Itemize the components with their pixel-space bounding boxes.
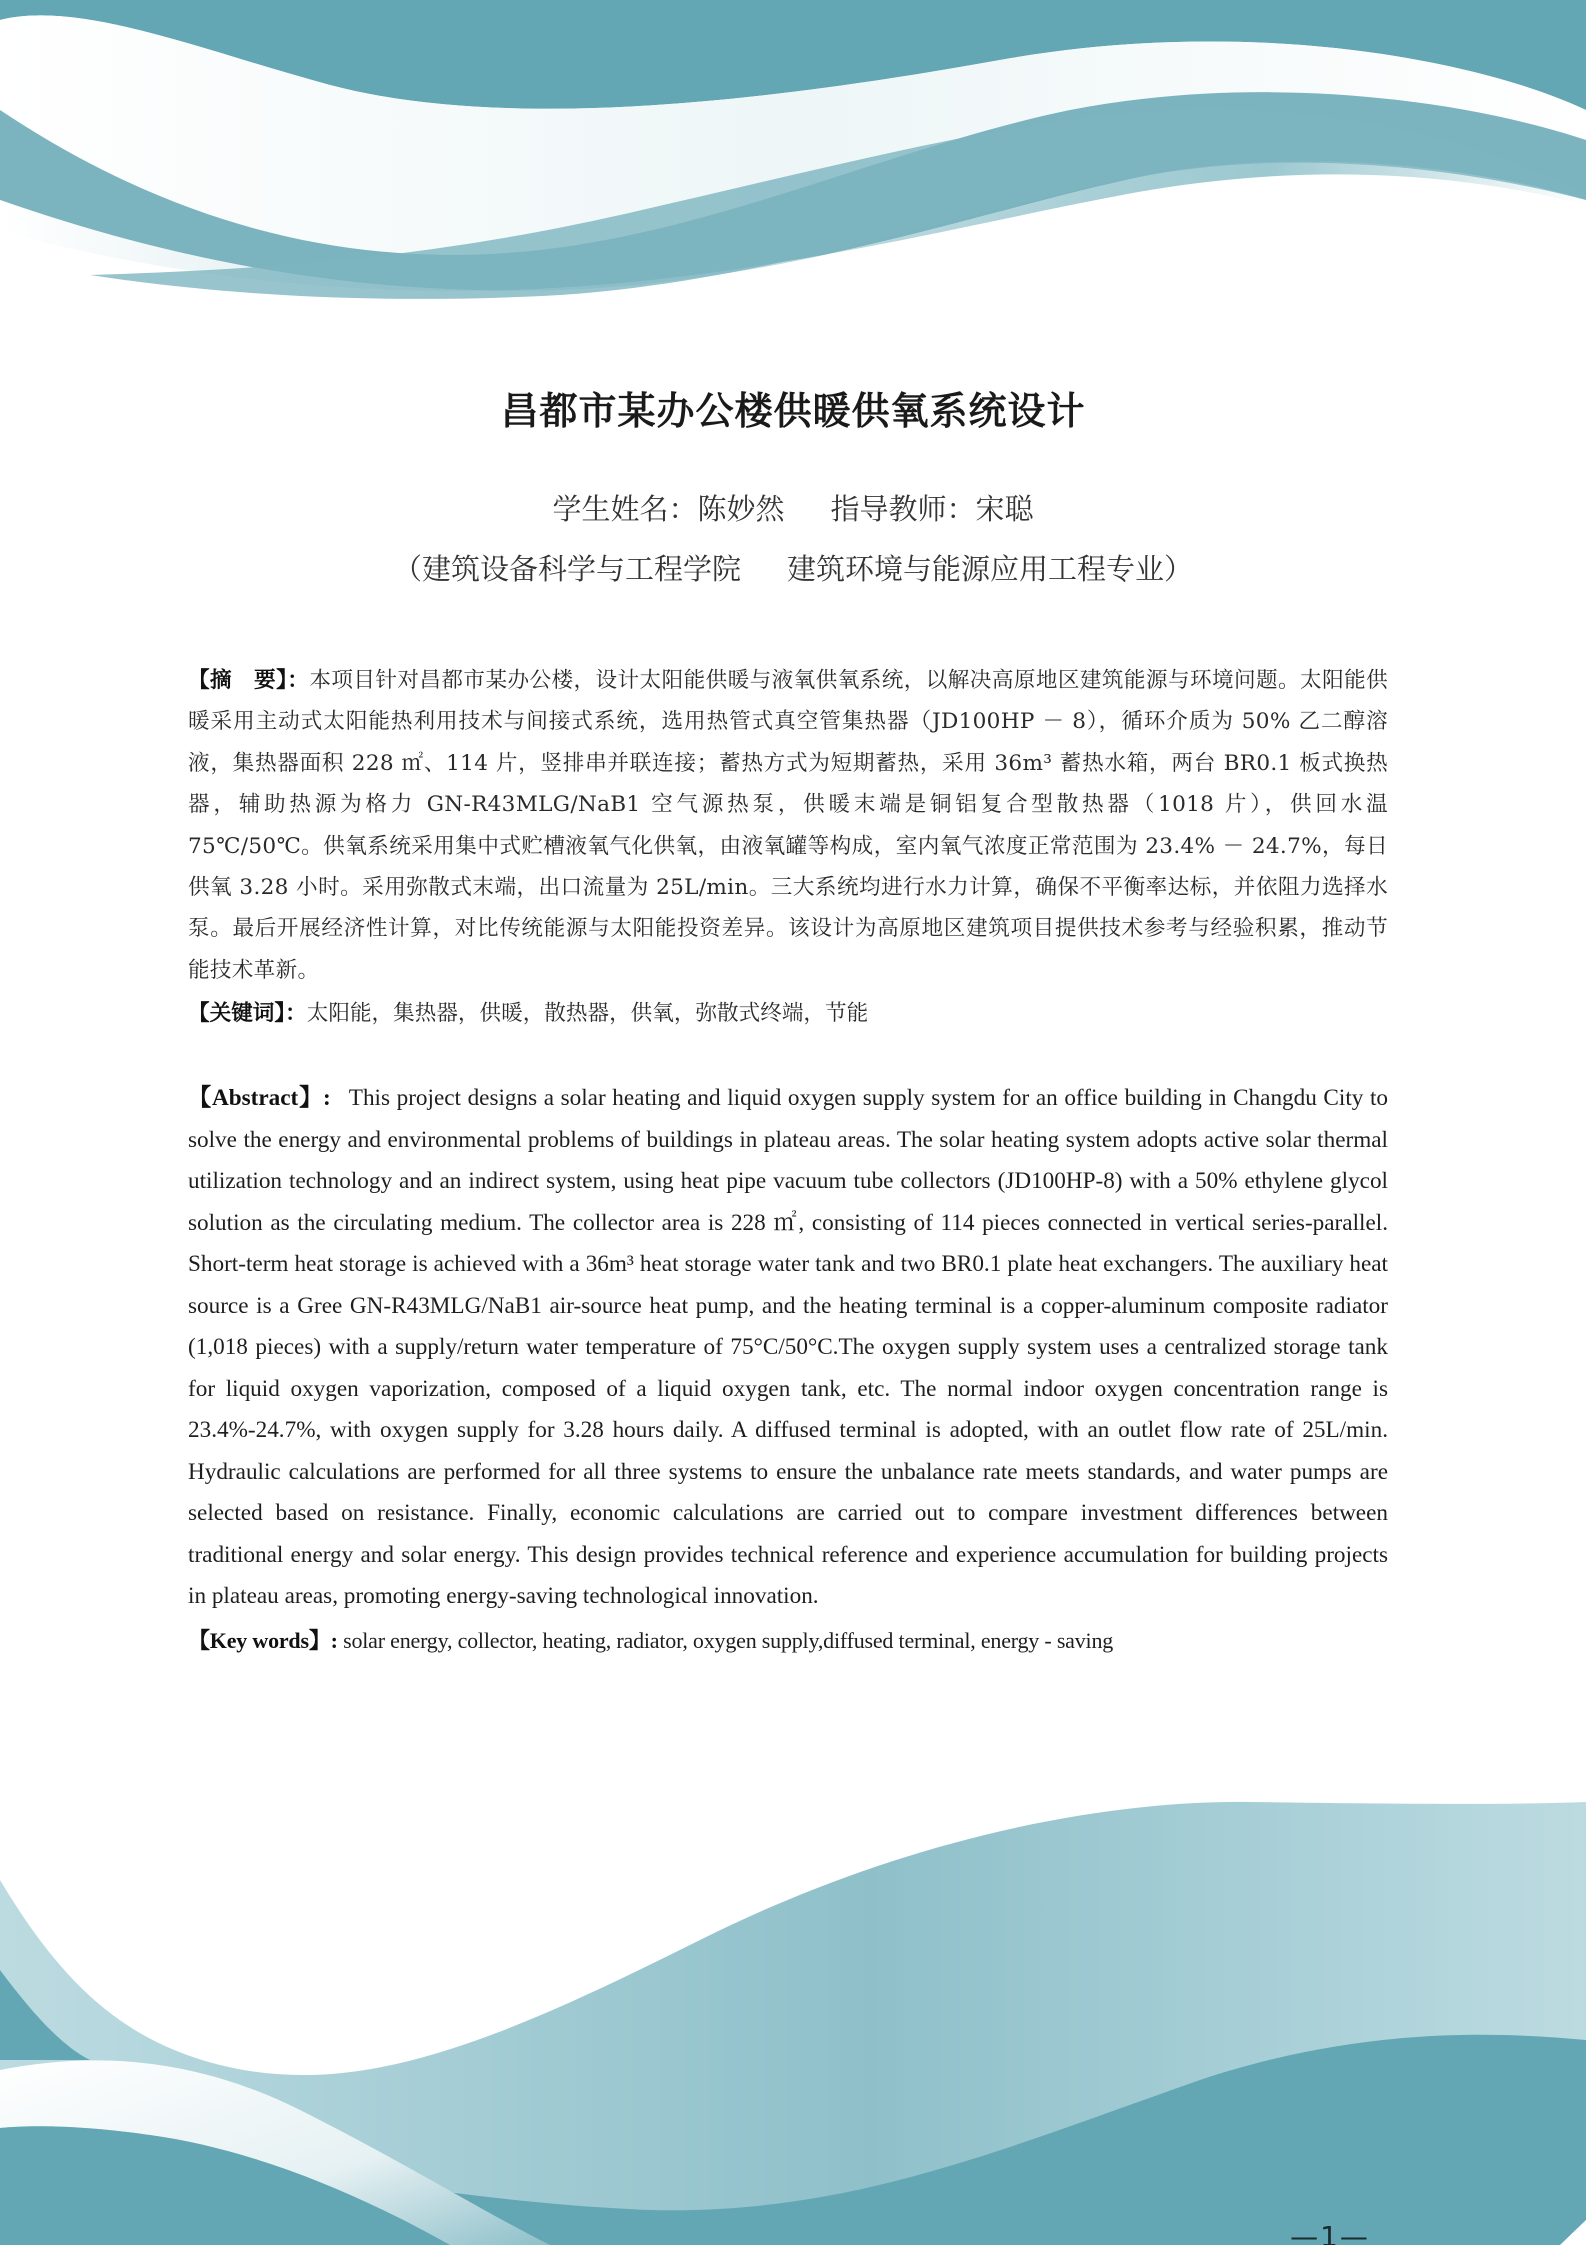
- chinese-keywords: [188, 993, 1388, 1034]
- affiliation-line: [0, 547, 1586, 588]
- english-abstract: [188, 1078, 1388, 1618]
- chinese-keywords-text: 太阳能，集热器，供暖，散热器，供氧，弥散式终端，节能: [306, 1001, 869, 1026]
- chinese-abstract: [188, 660, 1388, 991]
- top-wave-decoration: [0, 0, 1586, 320]
- english-keywords-label: 【Key words】:: [188, 1628, 338, 1653]
- bottom-wave-decoration: [0, 1780, 1586, 2245]
- english-abstract-label: 【Abstract】:: [188, 1085, 331, 1111]
- student-name: 学生姓名：陈妙然: [552, 492, 785, 526]
- english-keywords: [188, 1624, 1398, 1658]
- author-line: [0, 487, 1586, 528]
- chinese-abstract-label: 【摘 要】：: [188, 668, 310, 693]
- advisor-name: 指导教师：宋聪: [830, 492, 1034, 526]
- english-abstract-text: This project designs a solar heating and liquid oxygen supply system for an office building in Changdu City to solve the energy and environmental problems of buildings in plateau areas. The solar heating system adopts active solar thermal utilization technology and an indirect system, using heat pipe vacuum tube collectors (JD100HP-8) with a 50% ethylene glycol solution as the circulating medium. The collector area is 228 ㎡, consisting of 114 pieces connected in vertical series-parallel. Short-term heat storage is achieved with a 36m³ heat storage water tank and two BR0.1 plate heat exchangers. The auxiliary heat source is a Gree GN-R43MLG/NaB1 air-source heat pump, and the heating terminal is a copper-aluminum composite radiator (1,018 pieces) with a supply/return water temperature of 75°C/50°C.The oxygen supply system uses a centralized storage tank for liquid oxygen vaporization, composed of a liquid oxygen tank, etc. The normal indoor oxygen concentration range is 23.4%-24.7%, with oxygen supply for 3.28 hours daily. A diffused terminal is adopted, with an outlet flow rate of 25L/min. Hydraulic calculations are performed for all three systems to ensure the unbalance rate meets standards, and water pumps are selected based on resistance. Finally, economic calculations are carried out to compare investment differences between traditional energy and solar energy. This design provides technical reference and experience accumulation for building projects in plateau areas, promoting energy-saving technological innovation.: [188, 1085, 1388, 1609]
- english-keywords-text: solar energy, collector, heating, radiator, oxygen supply,diffused terminal, energy - saving: [343, 1628, 1114, 1653]
- major-name: 建筑环境与能源应用工程专业）: [787, 552, 1194, 586]
- chinese-keywords-label: 【关键词】：: [188, 1001, 307, 1026]
- paper-title: 昌都市某办公楼供暖供氧系统设计: [500, 389, 1086, 434]
- page-number: —1—: [1290, 2220, 1370, 2245]
- college-name: （建筑设备科学与工程学院: [392, 552, 741, 586]
- chinese-abstract-text: 本项目针对昌都市某办公楼，设计太阳能供暖与液氧供氧系统，以解决高原地区建筑能源与环境问题。太阳能供暖采用主动式太阳能热利用技术与间接式系统，选用热管式真空管集热器（JD100HP － 8），循环介质为 50% 乙二醇溶液，集热器面积 228 ㎡、114 片，竖排串并联连接；蓄热方式为短期蓄热，采用 36m³ 蓄热水箱，两台 BR0.1 板式换热器，辅助热源为格力 GN-R43MLG/NaB1 空气源热泵，供暖末端是铜铝复合型散热器（1018 片），供回水温 75℃/50℃。供氧系统采用集中式贮槽液氧气化供氧，由液氧罐等构成，室内氧气浓度正常范围为 23.4% － 24.7%，每日供氧 3.28 小时。采用弥散式末端，出口流量为 25L/min。三大系统均进行水力计算，确保不平衡率达标，并依阻力选择水泵。最后开展经济性计算，对比传统能源与太阳能投资差异。该设计为高原地区建筑项目提供技术参考与经验积累，推动节能技术革新。: [188, 668, 1388, 983]
